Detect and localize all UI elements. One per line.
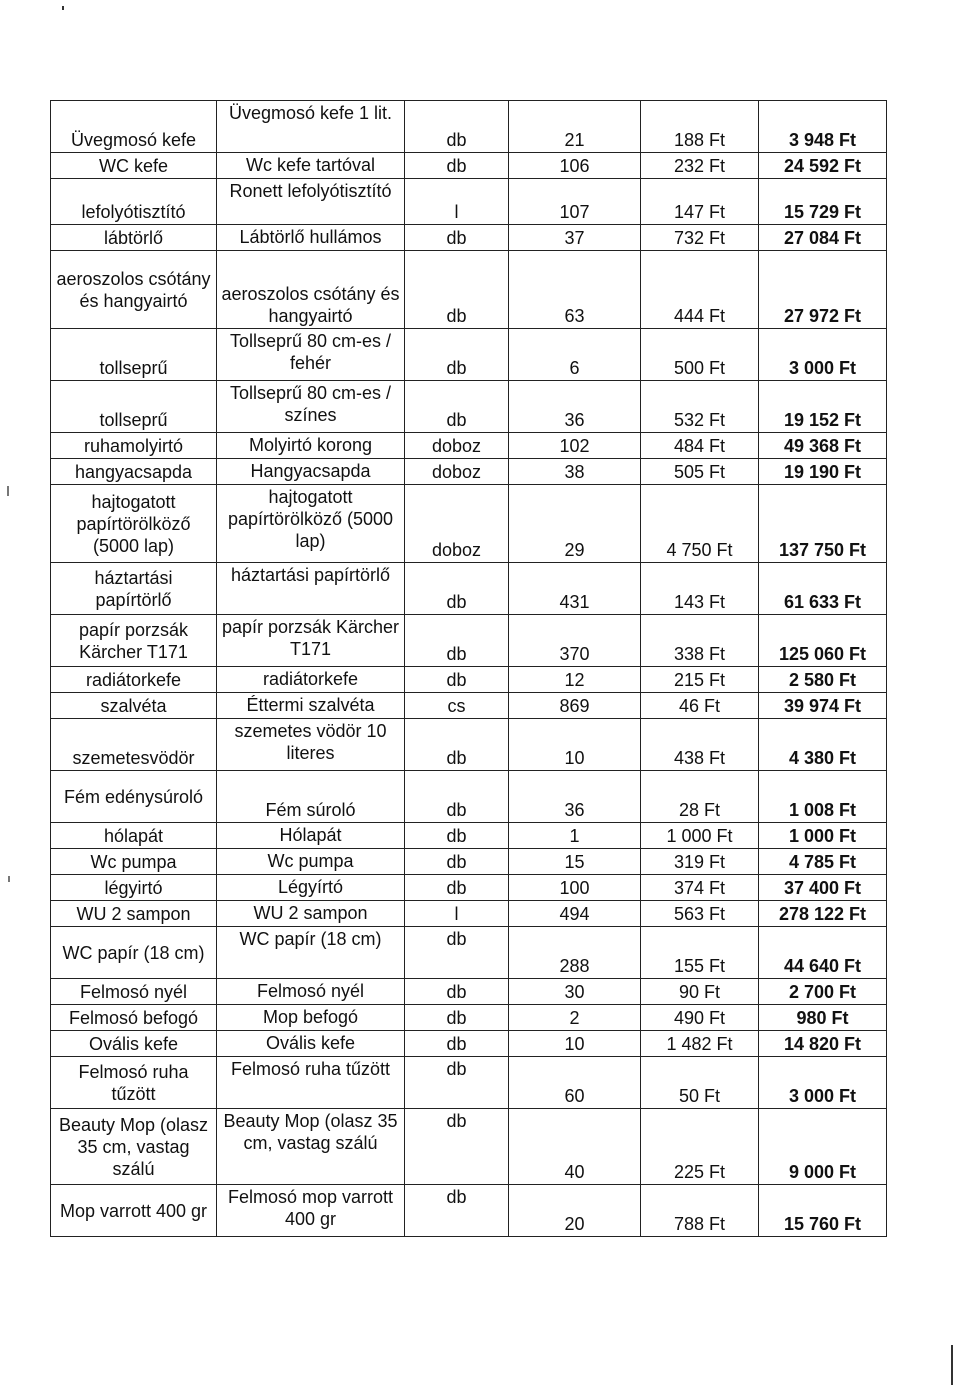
item-name: hajtogatott papírtörölköző (5000 lap) (51, 485, 217, 563)
item-total: 27 972 Ft (759, 251, 887, 329)
item-quantity: 106 (509, 153, 641, 179)
inventory-table (50, 100, 887, 1237)
item-total: 2 580 Ft (759, 667, 887, 693)
item-unit: db (405, 225, 509, 251)
item-unit: db (405, 823, 509, 849)
item-quantity: 1 (509, 823, 641, 849)
item-unit: db (405, 1185, 509, 1237)
item-quantity: 36 (509, 771, 641, 823)
item-description: radiátorkefe (217, 667, 405, 693)
table-row (51, 615, 887, 667)
item-unit-price: 188 Ft (641, 101, 759, 153)
item-quantity: 20 (509, 1185, 641, 1237)
item-quantity: 36 (509, 381, 641, 433)
item-unit-price: 155 Ft (641, 927, 759, 979)
item-name: WU 2 sampon (51, 901, 217, 927)
item-total: 44 640 Ft (759, 927, 887, 979)
item-unit: db (405, 719, 509, 771)
item-unit-price: 1 000 Ft (641, 823, 759, 849)
item-unit-price: 438 Ft (641, 719, 759, 771)
item-unit-price: 500 Ft (641, 329, 759, 381)
scan-artifact-mark (8, 876, 10, 882)
item-name: Felmosó ruha tűzött (51, 1057, 217, 1109)
item-description: WU 2 sampon (217, 901, 405, 927)
table-row (51, 563, 887, 615)
item-total: 24 592 Ft (759, 153, 887, 179)
item-total: 19 152 Ft (759, 381, 887, 433)
item-quantity: 60 (509, 1057, 641, 1109)
item-description: hajtogatott papírtörölköző (5000 lap) (217, 485, 405, 563)
item-name: szalvéta (51, 693, 217, 719)
item-quantity: 63 (509, 251, 641, 329)
scan-artifact-mark (951, 1345, 953, 1385)
item-description: Üvegmosó kefe 1 lit. (217, 101, 405, 153)
table-row (51, 101, 887, 153)
item-name: Beauty Mop (olasz 35 cm, vastag szálú (51, 1109, 217, 1185)
item-unit: cs (405, 693, 509, 719)
item-quantity: 288 (509, 927, 641, 979)
item-quantity: 494 (509, 901, 641, 927)
table-row (51, 153, 887, 179)
item-unit-price: 1 482 Ft (641, 1031, 759, 1057)
item-unit: doboz (405, 459, 509, 485)
table-row (51, 1031, 887, 1057)
item-description: papír porzsák Kärcher T171 (217, 615, 405, 667)
item-unit: doboz (405, 485, 509, 563)
item-unit: db (405, 1031, 509, 1057)
item-quantity: 15 (509, 849, 641, 875)
item-total: 125 060 Ft (759, 615, 887, 667)
item-name: hangyacsapda (51, 459, 217, 485)
item-description: Tollseprű 80 cm-es / színes (217, 381, 405, 433)
item-total: 61 633 Ft (759, 563, 887, 615)
item-unit-price: 505 Ft (641, 459, 759, 485)
item-quantity: 6 (509, 329, 641, 381)
item-total: 1 008 Ft (759, 771, 887, 823)
item-quantity: 38 (509, 459, 641, 485)
item-description: Felmosó ruha tűzött (217, 1057, 405, 1109)
item-unit: db (405, 849, 509, 875)
item-description: Lábtörlő hullámos (217, 225, 405, 251)
item-quantity: 2 (509, 1005, 641, 1031)
item-name: WC papír (18 cm) (51, 927, 217, 979)
item-name: papír porzsák Kärcher T171 (51, 615, 217, 667)
item-quantity: 12 (509, 667, 641, 693)
item-description: Wc pumpa (217, 849, 405, 875)
item-description: aeroszolos csótány és hangyairtó (217, 251, 405, 329)
table-row (51, 771, 887, 823)
item-unit-price: 338 Ft (641, 615, 759, 667)
item-unit: db (405, 1057, 509, 1109)
item-quantity: 100 (509, 875, 641, 901)
item-unit-price: 788 Ft (641, 1185, 759, 1237)
item-quantity: 30 (509, 979, 641, 1005)
table-row (51, 459, 887, 485)
item-total: 3 000 Ft (759, 1057, 887, 1109)
table-row (51, 693, 887, 719)
item-description: Éttermi szalvéta (217, 693, 405, 719)
item-total: 1 000 Ft (759, 823, 887, 849)
item-unit: db (405, 875, 509, 901)
item-description: Felmosó nyél (217, 979, 405, 1005)
item-description: Hólapát (217, 823, 405, 849)
item-total: 27 084 Ft (759, 225, 887, 251)
item-name: háztartási papírtörlő (51, 563, 217, 615)
item-quantity: 431 (509, 563, 641, 615)
item-total: 278 122 Ft (759, 901, 887, 927)
item-unit: db (405, 329, 509, 381)
item-unit: db (405, 771, 509, 823)
table-row (51, 225, 887, 251)
item-name: Fém edénysúroló (51, 771, 217, 823)
item-name: WC kefe (51, 153, 217, 179)
item-name: Ovális kefe (51, 1031, 217, 1057)
item-unit-price: 444 Ft (641, 251, 759, 329)
item-total: 3 000 Ft (759, 329, 887, 381)
item-description: Beauty Mop (olasz 35 cm, vastag szálú (217, 1109, 405, 1185)
item-quantity: 10 (509, 719, 641, 771)
table-row (51, 875, 887, 901)
scan-artifact-mark (7, 486, 9, 496)
item-unit-price: 4 750 Ft (641, 485, 759, 563)
table-row (51, 1005, 887, 1031)
item-name: Felmosó befogó (51, 1005, 217, 1031)
item-quantity: 21 (509, 101, 641, 153)
item-unit-price: 490 Ft (641, 1005, 759, 1031)
item-name: szemetesvödör (51, 719, 217, 771)
item-name: lefolyótisztító (51, 179, 217, 225)
item-description: Fém súroló (217, 771, 405, 823)
item-quantity: 869 (509, 693, 641, 719)
item-description: Felmosó mop varrott 400 gr (217, 1185, 405, 1237)
item-total: 15 760 Ft (759, 1185, 887, 1237)
table-row (51, 927, 887, 979)
item-total: 137 750 Ft (759, 485, 887, 563)
item-total: 19 190 Ft (759, 459, 887, 485)
item-total: 980 Ft (759, 1005, 887, 1031)
item-unit: doboz (405, 433, 509, 459)
table-row (51, 433, 887, 459)
item-total: 37 400 Ft (759, 875, 887, 901)
table-row (51, 719, 887, 771)
item-unit: db (405, 979, 509, 1005)
item-unit-price: 90 Ft (641, 979, 759, 1005)
item-unit-price: 532 Ft (641, 381, 759, 433)
item-description: Molyirtó korong (217, 433, 405, 459)
item-unit: db (405, 1109, 509, 1185)
item-unit-price: 563 Ft (641, 901, 759, 927)
table-row (51, 381, 887, 433)
item-total: 15 729 Ft (759, 179, 887, 225)
item-unit-price: 215 Ft (641, 667, 759, 693)
item-total: 4 785 Ft (759, 849, 887, 875)
item-name: ruhamolyirtó (51, 433, 217, 459)
table-row (51, 901, 887, 927)
table-row (51, 485, 887, 563)
item-name: Mop varrott 400 gr (51, 1185, 217, 1237)
table-row (51, 329, 887, 381)
item-unit: db (405, 927, 509, 979)
item-unit: db (405, 563, 509, 615)
item-unit: l (405, 179, 509, 225)
item-description: WC papír (18 cm) (217, 927, 405, 979)
item-unit-price: 46 Ft (641, 693, 759, 719)
item-name: légyirtó (51, 875, 217, 901)
item-unit-price: 484 Ft (641, 433, 759, 459)
item-name: hólapát (51, 823, 217, 849)
table-row (51, 823, 887, 849)
scan-artifact-mark (62, 6, 64, 10)
item-unit-price: 147 Ft (641, 179, 759, 225)
item-description: Tollseprű 80 cm-es / fehér (217, 329, 405, 381)
table-row (51, 667, 887, 693)
item-description: Hangyacsapda (217, 459, 405, 485)
item-unit-price: 319 Ft (641, 849, 759, 875)
item-name: tollseprű (51, 381, 217, 433)
item-description: háztartási papírtörlő (217, 563, 405, 615)
item-quantity: 10 (509, 1031, 641, 1057)
item-unit: l (405, 901, 509, 927)
item-name: Felmosó nyél (51, 979, 217, 1005)
table-row (51, 849, 887, 875)
item-description: Wc kefe tartóval (217, 153, 405, 179)
item-unit-price: 225 Ft (641, 1109, 759, 1185)
item-unit-price: 143 Ft (641, 563, 759, 615)
inventory-table-body (51, 101, 887, 1237)
item-description: Ronett lefolyótisztító (217, 179, 405, 225)
item-quantity: 40 (509, 1109, 641, 1185)
item-name: Wc pumpa (51, 849, 217, 875)
item-name: Üvegmosó kefe (51, 101, 217, 153)
item-description: Légyírtó (217, 875, 405, 901)
item-quantity: 37 (509, 225, 641, 251)
item-quantity: 102 (509, 433, 641, 459)
item-total: 4 380 Ft (759, 719, 887, 771)
table-row (51, 251, 887, 329)
item-name: tollseprű (51, 329, 217, 381)
item-unit: db (405, 251, 509, 329)
item-unit: db (405, 1005, 509, 1031)
item-total: 49 368 Ft (759, 433, 887, 459)
table-row (51, 1109, 887, 1185)
item-unit: db (405, 667, 509, 693)
table-row (51, 179, 887, 225)
item-unit: db (405, 615, 509, 667)
item-unit: db (405, 101, 509, 153)
item-quantity: 107 (509, 179, 641, 225)
item-unit-price: 732 Ft (641, 225, 759, 251)
item-quantity: 370 (509, 615, 641, 667)
item-total: 3 948 Ft (759, 101, 887, 153)
table-row (51, 979, 887, 1005)
item-unit-price: 50 Ft (641, 1057, 759, 1109)
item-unit-price: 374 Ft (641, 875, 759, 901)
item-description: Mop befogó (217, 1005, 405, 1031)
table-row (51, 1185, 887, 1237)
item-unit-price: 28 Ft (641, 771, 759, 823)
item-total: 14 820 Ft (759, 1031, 887, 1057)
item-description: Ovális kefe (217, 1031, 405, 1057)
item-description: szemetes vödör 10 literes (217, 719, 405, 771)
item-quantity: 29 (509, 485, 641, 563)
table-row (51, 1057, 887, 1109)
item-unit: db (405, 153, 509, 179)
item-total: 9 000 Ft (759, 1109, 887, 1185)
item-total: 2 700 Ft (759, 979, 887, 1005)
item-name: radiátorkefe (51, 667, 217, 693)
item-unit: db (405, 381, 509, 433)
item-unit-price: 232 Ft (641, 153, 759, 179)
item-name: aeroszolos csótány és hangyairtó (51, 251, 217, 329)
item-total: 39 974 Ft (759, 693, 887, 719)
item-name: lábtörlő (51, 225, 217, 251)
